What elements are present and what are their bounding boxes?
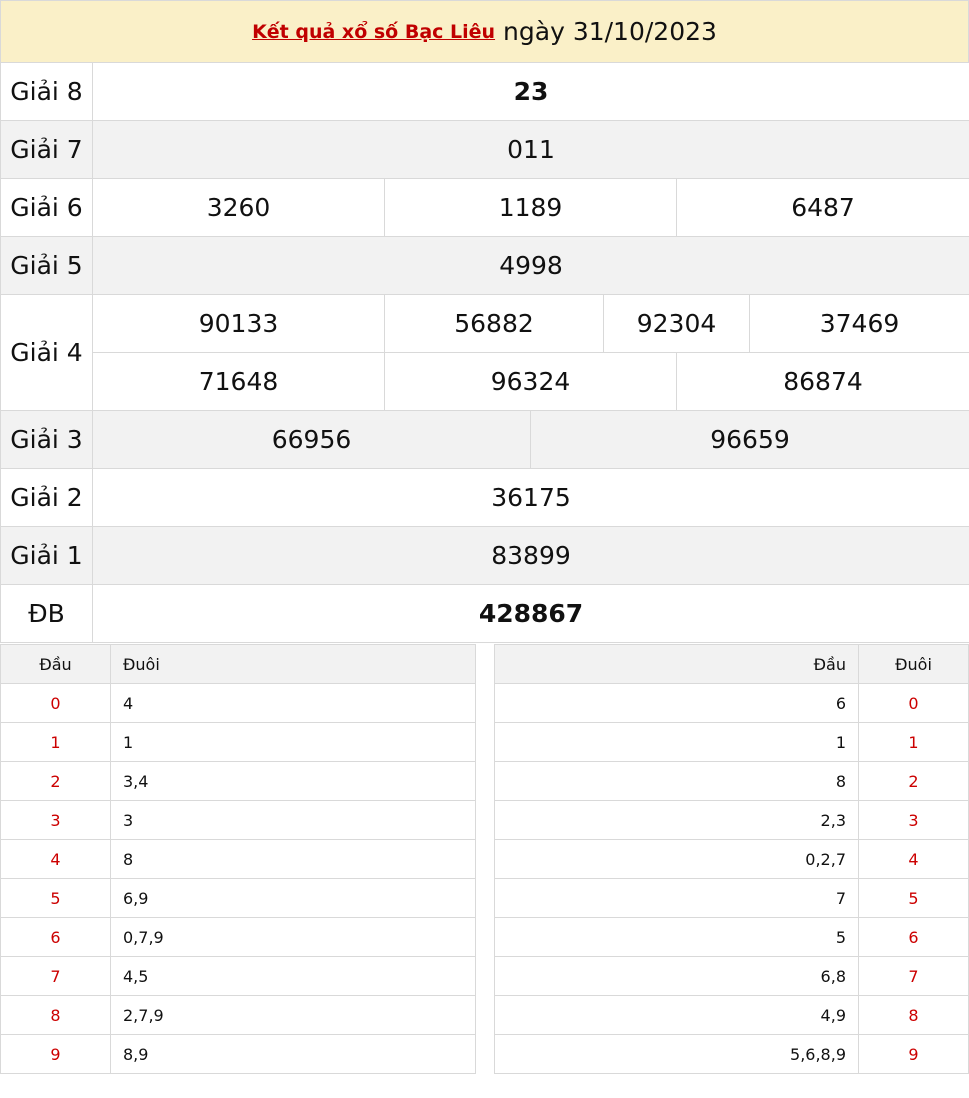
prize-label-g8: Giải 8 (1, 63, 93, 121)
right-key-6: 6 (859, 918, 969, 957)
table-row (494, 957, 969, 996)
head-tail-section (0, 644, 969, 1074)
prize-value-g4-4: 37469 (750, 295, 969, 353)
prize-row-db (1, 585, 969, 643)
right-val-7: 6,8 (494, 957, 859, 996)
table-header-row (1, 645, 476, 684)
table-row (494, 918, 969, 957)
prize-row-g5 (1, 237, 969, 295)
left-key-4: 4 (1, 840, 111, 879)
table-row (1, 879, 476, 918)
right-header-dau: Đầu (494, 645, 859, 684)
prize-label-db: ĐB (1, 585, 93, 643)
right-header-duoi: Đuôi (859, 645, 969, 684)
table-row (1, 684, 476, 723)
prize-row-g7 (1, 121, 969, 179)
left-key-7: 7 (1, 957, 111, 996)
prize-value-g4-5: 71648 (93, 353, 385, 411)
prize-label-g6: Giải 6 (1, 179, 93, 237)
prize-label-g5: Giải 5 (1, 237, 93, 295)
header-date: ngày 31/10/2023 (503, 17, 717, 46)
table-row (494, 996, 969, 1035)
prize-value-g1: 83899 (93, 527, 969, 585)
right-val-3: 2,3 (494, 801, 859, 840)
prize-value-g4-7: 86874 (677, 353, 969, 411)
prize-value-g8: 23 (93, 63, 969, 121)
prize-row-g3 (1, 411, 969, 469)
prize-row-g8 (1, 63, 969, 121)
left-key-8: 8 (1, 996, 111, 1035)
right-val-2: 8 (494, 762, 859, 801)
right-val-6: 5 (494, 918, 859, 957)
left-val-4: 8 (111, 840, 476, 879)
table-row (1, 762, 476, 801)
prize-value-g6-2: 1189 (385, 179, 677, 237)
right-key-4: 4 (859, 840, 969, 879)
prize-label-g3: Giải 3 (1, 411, 93, 469)
prize-row-g2 (1, 469, 969, 527)
prize-row-g6 (1, 179, 969, 237)
right-key-7: 7 (859, 957, 969, 996)
header-title-link[interactable]: Kết quả xổ số Bạc Liêu (252, 20, 496, 43)
left-val-1: 1 (111, 723, 476, 762)
prize-value-g3-2: 96659 (531, 411, 969, 469)
table-row (1, 723, 476, 762)
page-header (0, 0, 969, 62)
table-row (1, 918, 476, 957)
right-key-8: 8 (859, 996, 969, 1035)
prize-value-g5: 4998 (93, 237, 969, 295)
left-header-dau: Đầu (1, 645, 111, 684)
prize-value-g2: 36175 (93, 469, 969, 527)
right-val-1: 1 (494, 723, 859, 762)
table-row (1, 957, 476, 996)
prize-label-g2: Giải 2 (1, 469, 93, 527)
prize-row-g1 (1, 527, 969, 585)
prize-row-g4-a (1, 295, 969, 353)
left-val-7: 4,5 (111, 957, 476, 996)
right-val-0: 6 (494, 684, 859, 723)
left-table-body (1, 684, 476, 1074)
table-row (494, 723, 969, 762)
head-tail-right-table (494, 644, 969, 1074)
left-key-1: 1 (1, 723, 111, 762)
prize-value-db: 428867 (93, 585, 969, 643)
right-key-9: 9 (859, 1035, 969, 1074)
left-key-0: 0 (1, 684, 111, 723)
left-val-5: 6,9 (111, 879, 476, 918)
table-header-row (494, 645, 969, 684)
prize-label-g4: Giải 4 (1, 295, 93, 411)
table-row (494, 684, 969, 723)
table-row (1, 996, 476, 1035)
head-tail-right-wrap (494, 644, 969, 1074)
prize-value-g4-1: 90133 (93, 295, 385, 353)
table-row (1, 1035, 476, 1074)
prize-value-g3-1: 66956 (93, 411, 531, 469)
left-key-6: 6 (1, 918, 111, 957)
table-row (494, 801, 969, 840)
prize-value-g4-2: 56882 (385, 295, 604, 353)
table-row (1, 840, 476, 879)
right-table-body (494, 684, 969, 1074)
right-val-5: 7 (494, 879, 859, 918)
prize-results-table (0, 62, 969, 643)
left-val-8: 2,7,9 (111, 996, 476, 1035)
prize-value-g4-3: 92304 (604, 295, 750, 353)
left-header-duoi: Đuôi (111, 645, 476, 684)
head-tail-left-table (0, 644, 476, 1074)
right-key-3: 3 (859, 801, 969, 840)
prize-value-g7: 011 (93, 121, 969, 179)
left-key-9: 9 (1, 1035, 111, 1074)
left-key-3: 3 (1, 801, 111, 840)
table-row (494, 879, 969, 918)
prize-value-g6-1: 3260 (93, 179, 385, 237)
prize-value-g4-6: 96324 (385, 353, 677, 411)
table-row (494, 1035, 969, 1074)
right-val-8: 4,9 (494, 996, 859, 1035)
right-key-0: 0 (859, 684, 969, 723)
left-val-6: 0,7,9 (111, 918, 476, 957)
left-key-5: 5 (1, 879, 111, 918)
table-row (494, 840, 969, 879)
prize-row-g4-b (1, 353, 969, 411)
prize-label-g1: Giải 1 (1, 527, 93, 585)
right-key-5: 5 (859, 879, 969, 918)
left-val-9: 8,9 (111, 1035, 476, 1074)
prize-value-g6-3: 6487 (677, 179, 969, 237)
left-val-2: 3,4 (111, 762, 476, 801)
left-val-0: 4 (111, 684, 476, 723)
right-key-1: 1 (859, 723, 969, 762)
table-row (494, 762, 969, 801)
table-row (1, 801, 476, 840)
left-val-3: 3 (111, 801, 476, 840)
right-key-2: 2 (859, 762, 969, 801)
head-tail-left-wrap (0, 644, 476, 1074)
right-val-9: 5,6,8,9 (494, 1035, 859, 1074)
left-key-2: 2 (1, 762, 111, 801)
right-val-4: 0,2,7 (494, 840, 859, 879)
prize-label-g7: Giải 7 (1, 121, 93, 179)
